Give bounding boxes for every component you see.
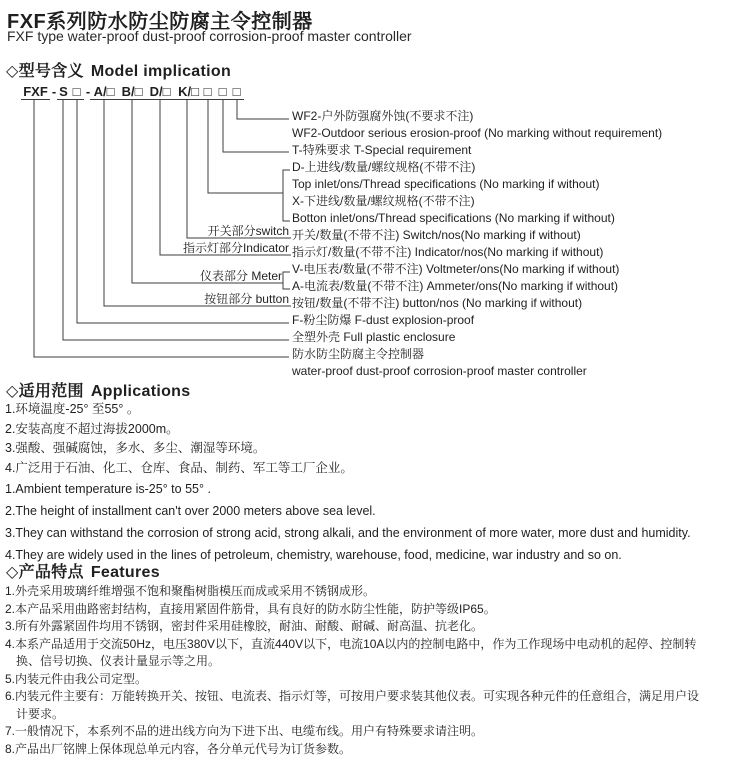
part-label-button: 按钮部分 button [204,292,289,306]
model-row-bottom-inlet-en: Botton inlet/ons/Thread specifications (No marking if without) [292,211,615,225]
feature-line: 8.产品出厂铭牌上保体现总单元内容，各分单元代号为订货参数。 [5,741,352,756]
section-heading-applications [6,378,190,401]
part-label-meter: 仪表部分 Meter [199,269,282,283]
part-label-switch: 开关部分switch [207,224,289,238]
code-segment-box4: □ [229,84,244,100]
model-row-t: T-特殊要求 T-Special requirement [292,143,472,157]
code-segment-d: D/□ [146,84,174,100]
application-item: 3.强酸、强碱腐蚀，多水、多尘、潮湿等环境。 [5,441,266,455]
code-dash: - [85,84,91,99]
feature-line: 5.内装元件由我公司定型。 [5,671,148,686]
code-segment-a: A/□ [90,84,118,100]
page-subtitle: FXF type water-proof dust-proof corrosion-proof master controller [7,28,412,44]
features-list [5,583,749,758]
model-row-dust-explosion: F-粉尘防爆 F-dust explosion-proof [292,313,475,327]
code-segment-k: K/□ [174,84,203,100]
model-row-controller-en: water-proof dust-proof corrosion-proof master controller [292,364,587,378]
code-dash: - [51,84,57,99]
code-segment-fxf: FXF [21,84,50,100]
application-item: 4.广泛用于石油、化工、仓库、食品、制药、军工等工厂企业。 [5,460,353,475]
application-item: 3.They can withstand the corrosion of strong acid, strong alkali, and the environment of more water, more dust and humidity. [5,526,691,540]
model-row-enclosure: 全塑外壳 Full plastic enclosure [292,330,456,344]
section-heading-model-en: Model implication [90,63,232,80]
model-code-diagram [0,84,750,382]
model-row-switch: 开关/数量(不带不注) Switch/nos(No marking if without) [292,228,581,242]
model-row-wf2-cn: WF2-户外防强腐外蚀(不要求不注) [292,109,474,123]
code-segment-s: S [57,84,70,100]
feature-line: 6.内装元件主要有：万能转换开关、按钮、电流表、指示灯等，可按用户要求装其他仪表。可实现各种元件的任意组合，满足用户设 [5,689,700,703]
page-title: FXF系列防水防尘防腐主令控制器 [7,11,313,33]
section-heading-features [6,559,160,582]
model-row-ammeter: A-电流表/数量(不带不注) Ammeter/ons(No marking if without) [292,279,619,293]
feature-line: 1.外壳采用玻璃纤维增强不饱和聚酯树脂模压而成或采用不锈钢成形。 [5,584,376,598]
code-segment-box3: □ [215,84,230,100]
applications-list-cn [5,400,353,478]
section-heading-model [6,58,231,81]
application-item: 2.安装高度不超过海拔2000m。 [5,421,179,436]
model-row-wf2-en: WF2-Outdoor serious erosion-proof (No marking without requirement) [292,126,663,140]
section-heading-applications-en: Applications [90,383,191,400]
feature-line: 2.本产品采用曲路密封结构，直接用紧固件筋骨，具有良好的防水防尘性能，防护等级IP65。 [5,601,496,616]
section-heading-model-cn: ◇型号含义 [6,63,84,80]
application-item: 1.Ambient temperature is-25° to 55° . [5,482,211,496]
feature-line: 7.一般情况下，本系列不品的进出线方向为下进下出、电缆布线。用户有特殊要求请注明。 [5,724,484,738]
model-row-indicator: 指示灯/数量(不带不注) Indicator/nos(No marking if without) [292,245,604,259]
model-row-bottom-inlet-cn: X-下进线/数量/螺纹规格(不带不注) [292,194,475,208]
section-heading-features-cn: ◇产品特点 [6,564,84,581]
model-row-voltmeter: V-电压表/数量(不带不注) Voltmeter/ons(No marking if without) [292,262,620,276]
feature-line-continuation: 计要求。 [16,706,65,721]
feature-line-continuation: 换、信号切换、仪表计量显示等之用。 [16,654,221,668]
code-segment-box1: □ [69,84,84,100]
code-segment-b: B/□ [118,84,146,100]
feature-line: 3.所有外露紧固件均用不锈钢，密封件采用硅橡胶，耐油、耐酸、耐碱、耐高温、抗老化。 [5,619,484,633]
feature-line: 4.本系产品适用于交流50Hz，电压380V以下，直流440V以下，电流10A以内的控制电路中，作为工作现场中电动机的起停、控制转 [5,636,697,651]
model-row-button: 按钮/数量(不带不注) button/nos (No marking if without) [292,296,583,310]
application-item: 2.The height of installment can't over 2000 meters above sea level. [5,504,376,518]
part-label-indicator: 指示灯部分Indicator [182,241,289,255]
model-row-top-inlet-cn: D-上进线/数量/螺纹规格(不带不注) [292,160,476,174]
section-heading-features-en: Features [90,564,160,581]
application-item: 1.环境温度-25° 至55° 。 [5,402,140,416]
code-segment-box2: □ [200,84,215,100]
applications-list-en [5,478,691,566]
section-heading-applications-cn: ◇适用范围 [6,383,84,400]
application-item: 4.They are widely used in the lines of petroleum, chemistry, warehouse, food, medicine, war industry and so on. [5,548,622,562]
model-explanation-list [292,108,662,380]
model-row-controller-cn: 防水防尘防腐主令控制器 [292,347,425,361]
model-row-top-inlet-en: Top inlet/ons/Thread specifications (No marking if without) [292,177,600,191]
